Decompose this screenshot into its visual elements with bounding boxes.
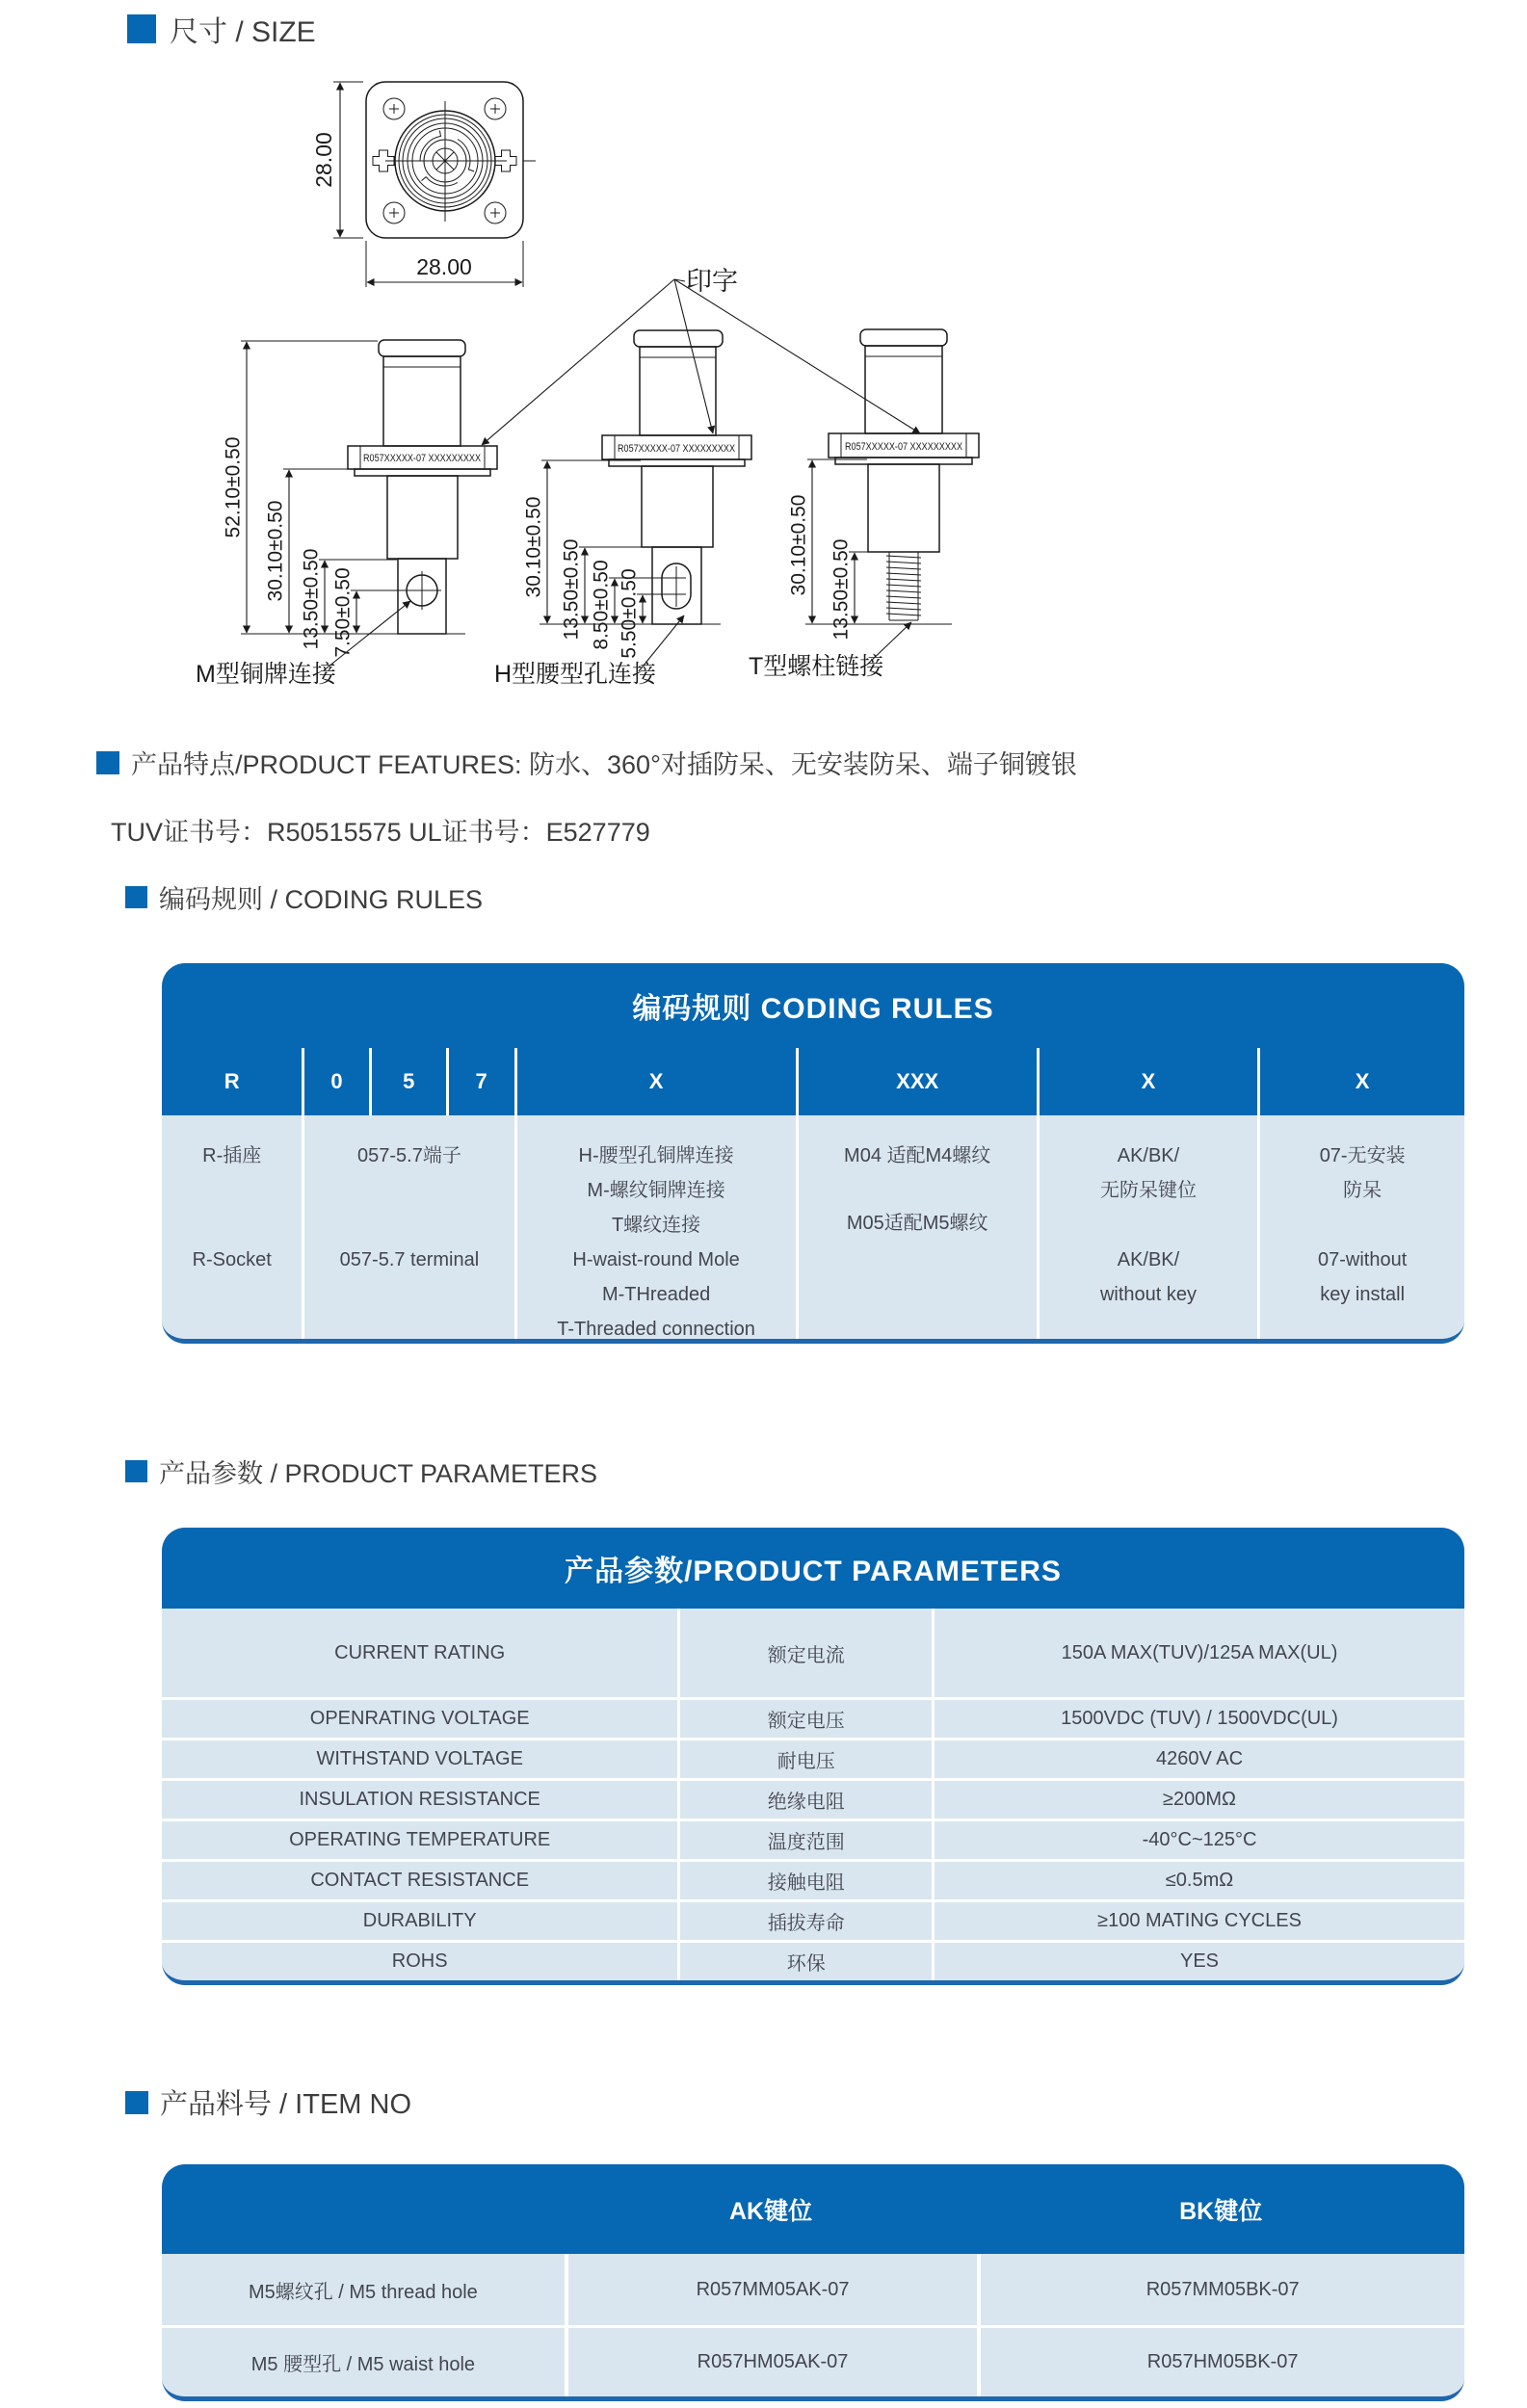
cell-line: T螺纹连接 xyxy=(611,1215,701,1236)
front-height-dim: 28.00 xyxy=(311,132,337,188)
section-marker-icon xyxy=(125,1460,147,1482)
param-value: ≥200MΩ xyxy=(932,1781,1464,1819)
dim-body: 30.10±0.50 xyxy=(264,500,287,602)
dimensions-h xyxy=(523,460,686,659)
dim-hole: 7.50±0.50 xyxy=(331,567,355,658)
param-row xyxy=(162,1738,1464,1778)
param-value: ≥100 MATING CYCLES xyxy=(932,1902,1464,1940)
label-m-type: M型铜牌连接 xyxy=(196,661,336,688)
coding-col-install xyxy=(1257,1115,1464,1339)
coding-header-cell: X xyxy=(1037,1048,1258,1115)
coding-header-cell: 7 xyxy=(446,1048,514,1115)
cell-line: AK/BK/ xyxy=(1117,1145,1180,1166)
print-label: 印字 xyxy=(686,267,738,296)
param-row xyxy=(162,1609,1464,1697)
param-row xyxy=(162,1899,1464,1940)
flange-lip xyxy=(355,469,490,476)
section-marker-icon xyxy=(125,886,147,908)
dimensions-t xyxy=(788,459,888,640)
item-name: M5螺纹孔 / M5 thread hole xyxy=(248,2281,478,2303)
item-ak-code: R057MM05AK-07 xyxy=(565,2254,978,2325)
front-dimensions xyxy=(311,82,523,287)
cell-line: M05适配M5螺纹 xyxy=(846,1213,988,1234)
section-itemno xyxy=(125,2082,411,2122)
label-h-type: H型腰型孔连接 xyxy=(494,661,657,688)
coding-header-cell: X xyxy=(514,1048,796,1115)
param-value: YES xyxy=(932,1943,1464,1980)
param-en: OPERATING TEMPERATURE xyxy=(289,1829,551,1850)
item-bk-code: R057MM05BK-07 xyxy=(977,2254,1464,2325)
dim-body: 30.10±0.50 xyxy=(787,494,810,596)
param-cn: 接触电阻 xyxy=(677,1862,932,1899)
coding-header-cell: X xyxy=(1257,1048,1464,1115)
cell-line: AK/BK/ xyxy=(1117,1249,1180,1270)
upper-body xyxy=(383,356,461,446)
param-cn: 绝缘电阻 xyxy=(677,1781,932,1819)
cell-line: 无防呆键位 xyxy=(1099,1180,1197,1201)
dim-tab: 13.50±0.50 xyxy=(560,538,583,641)
dim-stud: 13.50±0.50 xyxy=(829,538,853,641)
coding-table-title: 编码规则 CODING RULES xyxy=(162,963,1464,1048)
param-cn: 额定电压 xyxy=(677,1700,932,1738)
section-marker-icon xyxy=(127,14,156,43)
item-table-header-row xyxy=(162,2164,1464,2254)
cell-line: key install xyxy=(1320,1284,1406,1305)
cell-line: 057-5.7端子 xyxy=(357,1145,461,1166)
section-params xyxy=(125,1453,597,1490)
param-value: ≤0.5mΩ xyxy=(932,1862,1464,1899)
section-coding xyxy=(125,878,483,916)
section-features xyxy=(96,744,1077,781)
lower-body xyxy=(868,464,939,552)
print-annotation xyxy=(482,267,920,445)
coding-col-key xyxy=(1037,1115,1258,1339)
item-name: M5 腰型孔 / M5 waist hole xyxy=(250,2354,476,2375)
side-view-m xyxy=(196,340,497,688)
label-t-type: T型螺柱链接 xyxy=(749,653,884,680)
param-en: ROHS xyxy=(391,1950,448,1972)
certificates-line: TUV证书号：R50515575 UL证书号：E527779 xyxy=(111,818,650,847)
param-row xyxy=(162,1819,1464,1859)
cell-line: without key xyxy=(1099,1284,1198,1305)
lower-body xyxy=(642,466,713,547)
technical-drawing xyxy=(0,0,1527,718)
cap xyxy=(634,330,723,347)
coding-col-socket xyxy=(162,1115,302,1339)
side-view-t xyxy=(749,329,979,680)
coding-header-cell: XXX xyxy=(796,1048,1037,1115)
coding-col-connection xyxy=(514,1115,796,1339)
cell-line: M04 适配M4螺纹 xyxy=(844,1145,991,1166)
dim-total-height: 52.10±0.50 xyxy=(222,436,245,538)
dim-body: 30.10±0.50 xyxy=(522,496,545,598)
front-width-dim: 28.00 xyxy=(416,254,472,279)
section-itemno-title: 产品料号 / ITEM NO xyxy=(160,2089,412,2120)
cell-line: M-THreaded xyxy=(601,1284,711,1305)
cell-line: H-腰型孔铜牌连接 xyxy=(578,1145,734,1166)
dim-tab: 13.50±0.50 xyxy=(300,548,323,650)
section-coding-title: 编码规则 / CODING RULES xyxy=(159,885,484,914)
cap xyxy=(379,340,465,356)
param-en: CURRENT RATING xyxy=(334,1641,506,1663)
item-row xyxy=(162,2254,1464,2325)
flange-marking: R057XXXXX-07 XXXXXXXXX xyxy=(363,453,482,464)
dim-hole-bottom: 5.50±0.50 xyxy=(618,568,641,659)
param-value: 4260V AC xyxy=(932,1741,1464,1778)
param-en: CONTACT RESISTANCE xyxy=(310,1870,530,1891)
item-bk-code: R057HM05BK-07 xyxy=(977,2328,1464,2396)
coding-header-cell: R xyxy=(224,1069,240,1093)
item-row xyxy=(162,2325,1464,2396)
coding-col-terminal xyxy=(302,1115,513,1339)
flange-marking: R057XXXXX-07 XXXXXXXXX xyxy=(845,441,963,453)
cell-line: R-插座 xyxy=(202,1145,262,1166)
param-en: WITHSTAND VOLTAGE xyxy=(316,1748,523,1769)
cell-line: T-Threaded connection xyxy=(557,1319,755,1340)
cell-line: M-螺纹铜牌连接 xyxy=(587,1180,725,1201)
section-marker-icon xyxy=(125,2091,148,2114)
side-view-h xyxy=(494,330,751,688)
section-params-title: 产品参数 / PRODUCT PARAMETERS xyxy=(159,1459,598,1488)
item-no-table xyxy=(162,2164,1464,2401)
param-value: 1500VDC (TUV) / 1500VDC(UL) xyxy=(932,1700,1464,1738)
item-header-ak: AK键位 xyxy=(729,2197,813,2225)
cell-line: 07-无安装 xyxy=(1319,1145,1406,1166)
features-text: 产品特点/PRODUCT FEATURES: 防水、360°对插防呆、无安装防呆、端子铜镀银 xyxy=(131,750,1077,779)
param-value: -40°C~125°C xyxy=(932,1821,1464,1859)
item-ak-code: R057HM05AK-07 xyxy=(565,2328,978,2396)
upper-body xyxy=(640,347,716,435)
param-value: 150A MAX(TUV)/125A MAX(UL) xyxy=(932,1609,1464,1697)
cell-line: 057-5.7 terminal xyxy=(339,1249,480,1270)
param-en: INSULATION RESISTANCE xyxy=(299,1789,540,1810)
param-cn: 耐电压 xyxy=(677,1741,932,1778)
param-cn: 温度范围 xyxy=(677,1821,932,1859)
param-cn: 额定电流 xyxy=(677,1609,932,1697)
item-header-bk: BK键位 xyxy=(1179,2197,1263,2225)
coding-table-header-row xyxy=(162,1048,1464,1115)
param-row xyxy=(162,1859,1464,1899)
coding-table-body-row xyxy=(162,1115,1464,1339)
coding-header-cell: 0 xyxy=(302,1048,368,1115)
cell-line: 07-without xyxy=(1318,1249,1408,1270)
center-connector xyxy=(385,101,536,222)
cell-line: H-waist-round Mole xyxy=(572,1249,740,1270)
lower-body xyxy=(387,476,458,559)
coding-header-cell: 5 xyxy=(369,1048,446,1115)
param-cn: 环保 xyxy=(677,1943,932,1980)
section-size-title: 尺寸 / SIZE xyxy=(170,16,316,48)
coding-rules-table xyxy=(162,963,1464,1344)
params-table-title: 产品参数/PRODUCT PARAMETERS xyxy=(162,1528,1464,1609)
front-view xyxy=(311,82,536,287)
dimensions-m xyxy=(223,341,406,658)
threaded-stud xyxy=(886,552,921,620)
dim-hole-top: 8.50±0.50 xyxy=(590,560,613,650)
section-size xyxy=(127,8,316,50)
cell-line: 防呆 xyxy=(1343,1180,1382,1201)
cell-line: R-Socket xyxy=(192,1249,272,1270)
flange-lip xyxy=(835,458,972,464)
param-en: DURABILITY xyxy=(362,1910,477,1931)
param-row xyxy=(162,1697,1464,1738)
param-en: OPENRATING VOLTAGE xyxy=(309,1708,530,1729)
product-parameters-table xyxy=(162,1528,1464,1985)
flange-marking: R057XXXXX-07 XXXXXXXXX xyxy=(618,443,736,455)
coding-col-thread xyxy=(796,1115,1037,1339)
cap xyxy=(860,329,947,346)
upper-body xyxy=(865,346,942,433)
item-header-empty xyxy=(162,2164,565,2254)
param-row xyxy=(162,1940,1464,1980)
param-row xyxy=(162,1778,1464,1819)
section-marker-icon xyxy=(96,751,119,774)
param-cn: 插拔寿命 xyxy=(677,1902,932,1940)
